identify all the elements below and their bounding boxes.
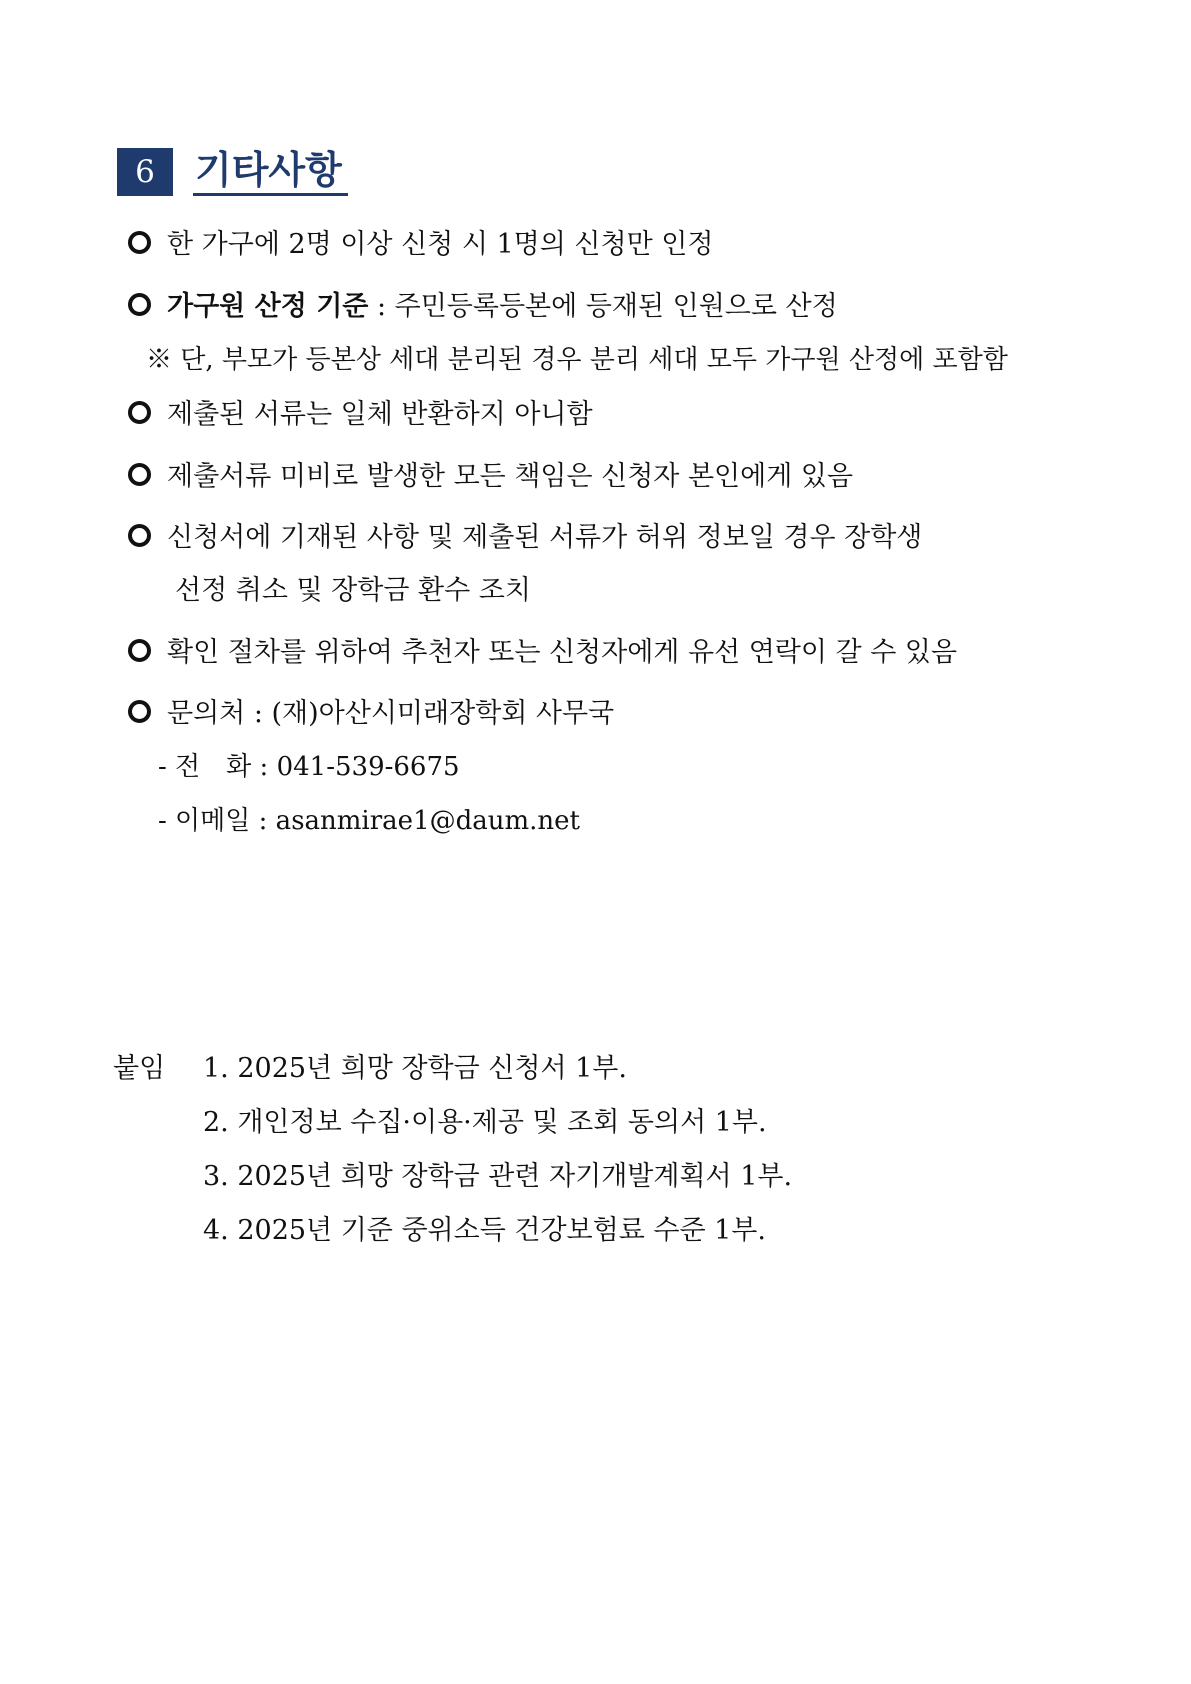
contact-email: - 이메일 : asanmirae1@daum.net <box>158 806 580 836</box>
circle-bullet-icon <box>128 401 151 424</box>
attachments-label: 붙임 <box>113 1053 166 1084</box>
attachment-item: 3. 2025년 희망 장학금 관련 자기개발계획서 1부. <box>203 1161 793 1192</box>
circle-bullet-icon <box>128 700 151 723</box>
list-item <box>128 697 614 731</box>
circle-bullet-icon <box>128 293 151 316</box>
list-item <box>128 521 922 555</box>
item-text: 제출된 서류는 일체 반환하지 아니함 <box>167 399 593 430</box>
item-text: 한 가구에 2명 이상 신청 시 1명의 신청만 인정 <box>167 229 714 260</box>
circle-bullet-icon <box>128 639 151 662</box>
list-item <box>128 398 593 432</box>
attachment-item: 1. 2025년 희망 장학금 신청서 1부. <box>203 1053 627 1084</box>
item-bold-text: 가구원 산정 기준 <box>167 291 369 322</box>
item-text: 문의처 : (재)아산시미래장학회 사무국 <box>167 698 615 729</box>
attachment-item: 2. 개인정보 수집·이용·제공 및 조회 동의서 1부. <box>203 1107 767 1138</box>
list-item <box>128 228 713 262</box>
list-item <box>128 460 853 494</box>
section-title: 기타사항 <box>193 147 348 196</box>
item-text: 제출서류 미비로 발생한 모든 책임은 신청자 본인에게 있음 <box>167 461 854 492</box>
item-text: : 주민등록등본에 등재된 인원으로 산정 <box>368 291 838 322</box>
section-header <box>117 148 348 196</box>
circle-bullet-icon <box>128 524 151 547</box>
item-continuation: 선정 취소 및 장학금 환수 조치 <box>175 575 531 606</box>
note-line: ※ 단, 부모가 등본상 세대 분리된 경우 분리 세대 모두 가구원 산정에 포함함 <box>146 345 1008 375</box>
section-number: 6 <box>117 148 173 196</box>
item-text: 확인 절차를 위하여 추천자 또는 신청자에게 유선 연락이 갈 수 있음 <box>167 637 958 668</box>
circle-bullet-icon <box>128 463 151 486</box>
list-item <box>128 636 957 670</box>
attachment-item: 4. 2025년 기준 중위소득 건강보험료 수준 1부. <box>203 1215 766 1246</box>
circle-bullet-icon <box>128 231 151 254</box>
contact-phone: - 전 화 : 041-539-6675 <box>158 752 460 782</box>
item-text: 신청서에 기재된 사항 및 제출된 서류가 허위 정보일 경우 장학생 <box>167 522 923 553</box>
list-item <box>128 290 838 324</box>
